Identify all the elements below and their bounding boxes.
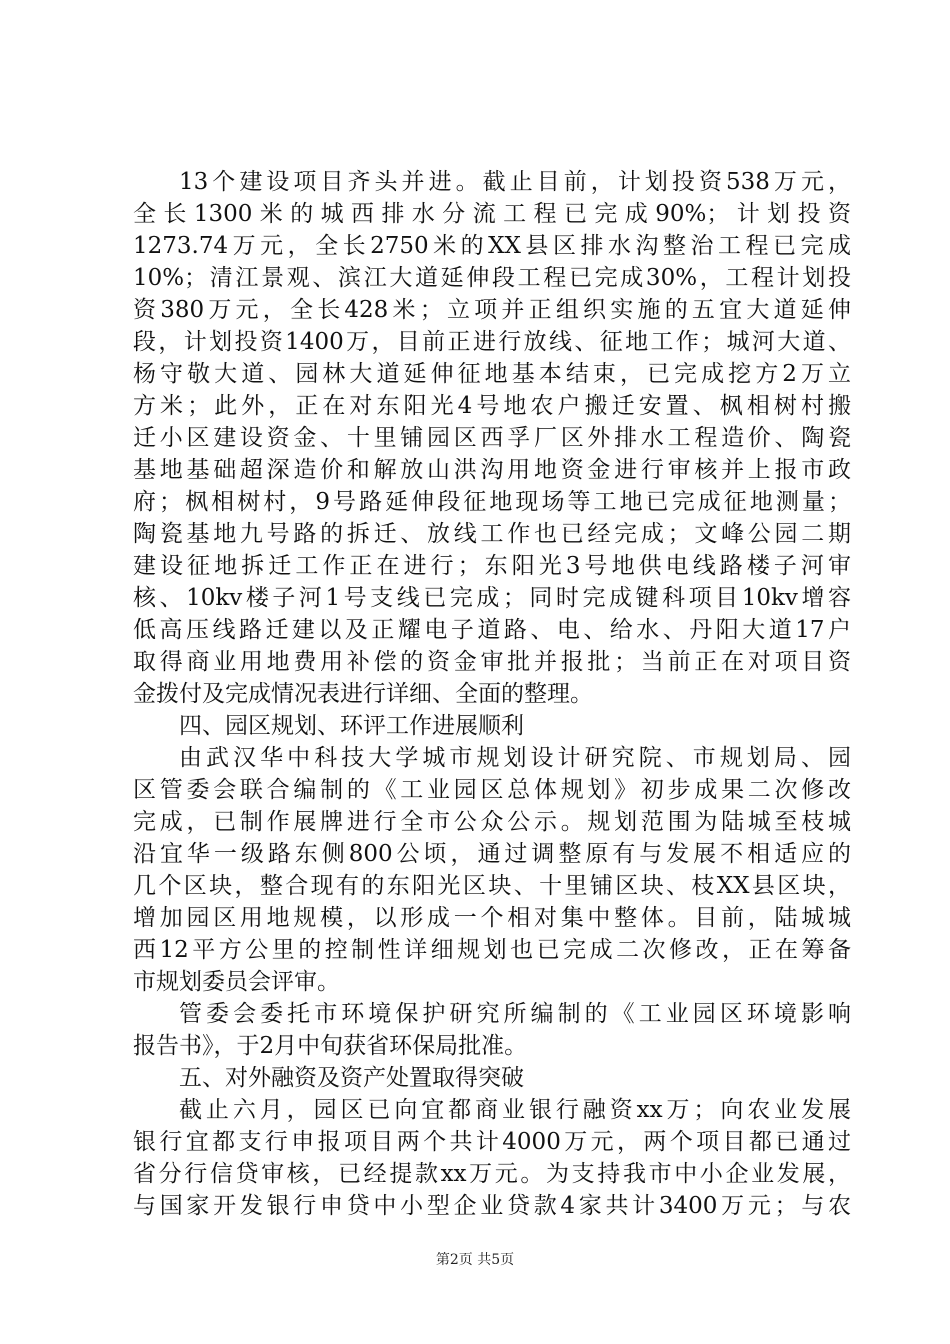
text-line: 报告书》，于2月中旬获省环保局批准。: [133, 1033, 528, 1059]
paragraph-park-planning: [133, 742, 851, 998]
text-line: 几个区块，整合现有的东阳光区块、十里铺区块、枝XX县区块，: [133, 873, 851, 899]
text-line: 核、10kv楼子河1号支线已完成；同时完成键科项目10kv增容: [133, 585, 851, 611]
page-footer: 第2页 共5页: [435, 1252, 515, 1268]
paragraph-financing: [133, 1094, 851, 1222]
text-line: 金拨付及完成情况表进行详细、全面的整理。: [133, 681, 593, 707]
text-line: 省分行信贷审核，已经提款xx万元。为支持我市中小企业发展，: [133, 1161, 851, 1187]
text-line: 全长1300米的城西排水分流工程已完成90%；计划投资: [133, 201, 851, 227]
text-line: 方米；此外，正在对东阳光4号地农户搬迁安置、枫相树村搬: [133, 393, 851, 419]
text-line: 低高压线路迁建以及正耀电子道路、电、给水、丹阳大道17户: [133, 617, 851, 643]
text-line: 段，计划投资1400万，目前正进行放线、征地工作；城河大道、: [133, 329, 851, 355]
text-line: 资380万元，全长428米；立项并正组织实施的五宜大道延伸: [133, 297, 851, 323]
text-line: 五、对外融资及资产处置取得突破: [179, 1065, 524, 1091]
text-line: 1273.74万元，全长2750米的XX县区排水沟整治工程已完成: [133, 233, 851, 259]
text-line: 与国家开发银行申贷中小型企业贷款4家共计3400万元；与农: [133, 1193, 851, 1219]
text-line: 四、园区规划、环评工作进展顺利: [179, 713, 524, 739]
text-line: 由武汉华中科技大学城市规划设计研究院、市规划局、园: [179, 745, 851, 771]
text-line: 取得商业用地费用补偿的资金审批并报批；当前正在对项目资: [133, 649, 851, 675]
text-line: 13个建设项目齐头并进。截止目前，计划投资538万元，: [179, 169, 851, 195]
text-line: 市规划委员会评审。: [133, 969, 340, 995]
text-line: 增加园区用地规模，以形成一个相对集中整体。目前，陆城城: [133, 905, 851, 931]
text-line: 杨守敬大道、园林大道延伸征地基本结束，已完成挖方2万立: [133, 361, 851, 387]
text-line: 建设征地拆迁工作正在进行；东阳光3号地供电线路楼子河审: [133, 553, 851, 579]
text-line: 截止六月，园区已向宜都商业银行融资xx万；向农业发展: [179, 1097, 851, 1123]
heading-section-four: [133, 710, 851, 742]
paragraph-environmental-report: [133, 998, 851, 1062]
text-line: 管委会委托市环境保护研究所编制的《工业园区环境影响: [179, 1001, 851, 1027]
text-line: 陶瓷基地九号路的拆迁、放线工作也已经完成；文峰公园二期: [133, 521, 851, 547]
heading-section-five: [133, 1062, 851, 1094]
text-line: 迁小区建设资金、十里铺园区西孚厂区外排水工程造价、陶瓷: [133, 425, 851, 451]
paragraph-construction-projects: [133, 166, 851, 710]
text-line: 银行宜都支行申报项目两个共计4000万元，两个项目都已通过: [133, 1129, 851, 1155]
text-line: 10%；清江景观、滨江大道延伸段工程已完成30%，工程计划投: [133, 265, 851, 291]
text-line: 基地基础超深造价和解放山洪沟用地资金进行审核并上报市政: [133, 457, 851, 483]
text-line: 沿宜华一级路东侧800公顷，通过调整原有与发展不相适应的: [133, 841, 851, 867]
text-line: 完成，已制作展牌进行全市公众公示。规划范围为陆城至枝城: [133, 809, 851, 835]
text-line: 西12平方公里的控制性详细规划也已完成二次修改，正在筹备: [133, 937, 851, 963]
text-line: 区管委会联合编制的《工业园区总体规划》初步成果二次修改: [133, 777, 851, 803]
text-line: 府；枫相树村，9号路延伸段征地现场等工地已完成征地测量；: [133, 489, 851, 515]
document-body: [133, 166, 851, 1222]
